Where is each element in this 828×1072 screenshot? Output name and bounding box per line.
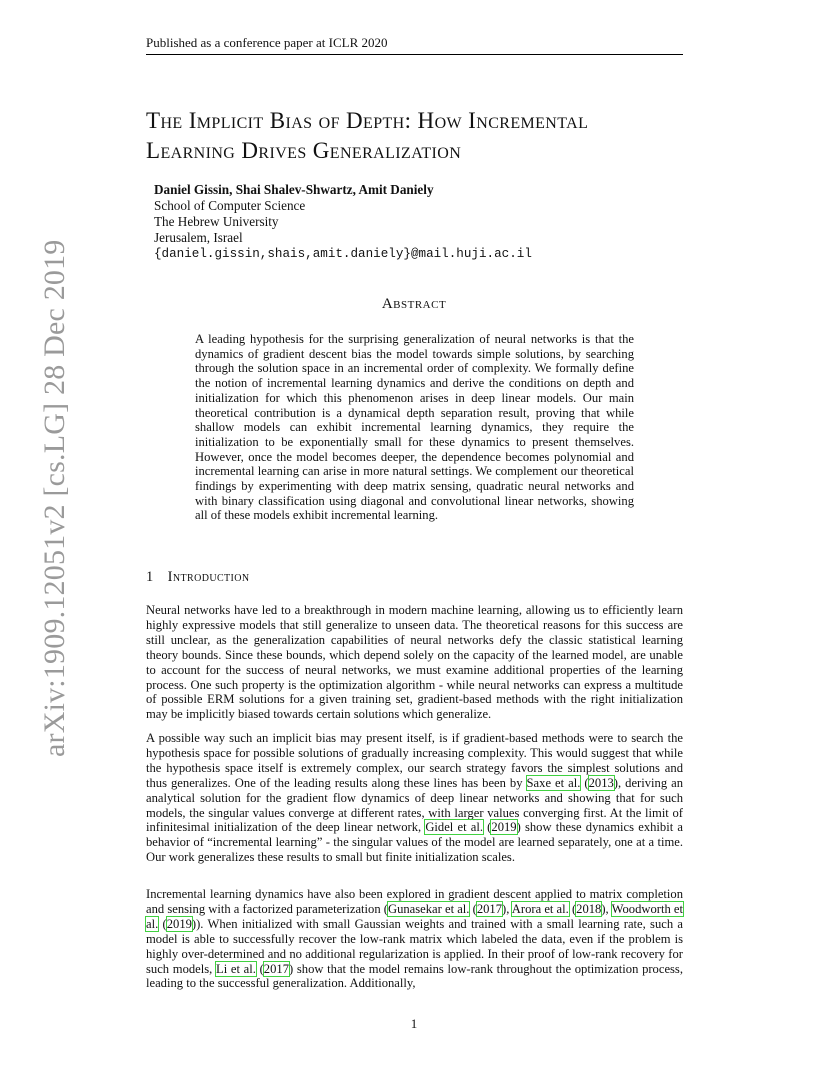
citation-link[interactable]: Woodworth et al. [146, 901, 683, 931]
paragraph-text: ) show that the model remains low-rank throughout the optimization process, leading to the successful generalization. Additionally, [146, 961, 683, 991]
paragraph-text: ), [502, 901, 512, 916]
citation-link[interactable]: Gidel et al. [425, 820, 483, 835]
paragraph-text: ), deriving an analytical solution for the gradient flow dynamics of deep linear networks and showing that for such models, the singular values converge at different rates, with larger values converging first. At the limit of infinitesimal initialization of the deep linear network, [146, 775, 684, 835]
paper-title-line-1: The Implicit Bias of Depth: How Incremental [146, 108, 589, 133]
intro-paragraph-1: Neural networks have led to a breakthrough in modern machine learning, allowing us to efficiently learn highly expressive models that still generalize to unseen data. The theoretical reasons for this success are still unclear, as the generalization capabilities of neural networks defy the classic statistical learning theory bounds. Since these bounds, which depend solely on the capacity of the learned model, are unable to account for the success of neural networks, we must examine additional properties of the learning process. One such property is the optimization algorithm - while neural networks can express a multitude of possible ERM solutions for a given training set, gradient-based methods with the right initialization may be implicitly biased towards certain solutions which generalize. [146, 603, 683, 722]
section-number: 1 [146, 569, 154, 585]
abstract-text: A leading hypothesis for the surprising generalization of neural networks is that the dynamics of gradient descent bias the model towards simple solutions, by searching through the solution space in an incremental order of complexity. We formally define the notion of incremental learning dynamics and derive the conditions on depth and initialization for which this phenomenon arises in deep linear models. Our main theoretical contribution is a dynamical depth separation result, proving that while shallow models can exhibit incremental learning dynamics, they require the initialization to be exponentially small for these dynamics to present themselves. However, once the model becomes deeper, the dependence becomes polynomial and incremental learning can arise in more natural settings. We complement our theoretical findings by experimenting with deep matrix sensing, quadratic neural networks and with binary classification using diagonal and convolutional linear networks, showing all of these models exhibit incremental learning. [195, 332, 634, 523]
citation-link[interactable]: 2019 [491, 820, 517, 835]
paragraph-text: ) show these dynamics exhibit a behavior of “incremental learning” - the singular values of the model are learned separately, one at a time. Our work generalizes these results to small but finite initialization scales. [146, 820, 683, 865]
author-email: {daniel.gissin,shais,amit.daniely}@mail.huji.ac.il [154, 247, 532, 261]
paragraph-text: ( [483, 820, 492, 835]
page-number: 1 [410, 1016, 418, 1031]
intro-paragraph-3 [146, 887, 683, 991]
paragraph-text: ( [580, 775, 589, 790]
section-title: Introduction [167, 569, 250, 585]
author-location: Jerusalem, Israel [154, 230, 243, 245]
author-affiliation-school: School of Computer Science [154, 198, 306, 213]
paragraph-text: ( [469, 901, 477, 916]
arxiv-side-stamp: arXiv:1909.12051v2 [cs.LG] 28 Dec 2019 [38, 239, 71, 757]
paragraph-text: Incremental learning dynamics have also been explored in gradient descent applied to matrix completion and sensing with a factorized parameterization ( [146, 887, 683, 916]
running-header: Published as a conference paper at ICLR 2020 [146, 35, 388, 50]
paragraph-text: ( [568, 901, 577, 916]
paragraph-text: ), [601, 901, 612, 916]
citation-link[interactable]: 2018 [576, 901, 602, 916]
author-affiliation-university: The Hebrew University [154, 214, 279, 229]
paper-title-line-2: Learning Drives Generalization [146, 138, 462, 163]
section-heading-introduction [146, 569, 250, 586]
citation-link[interactable]: Saxe et al. [526, 775, 581, 790]
citation-link[interactable]: Gunasekar et al. [387, 901, 470, 916]
citation-link[interactable]: Li et al. [216, 961, 256, 976]
author-names: Daniel Gissin, Shai Shalev-Shwartz, Amit Daniely [154, 182, 434, 197]
intro-paragraph-2 [146, 731, 683, 865]
paragraph-text: ( [255, 961, 264, 976]
citation-link[interactable]: 2017 [263, 961, 289, 976]
author-block [154, 182, 532, 262]
paper-title [146, 106, 706, 166]
citation-link[interactable]: 2019 [166, 916, 192, 931]
paragraph-text: A possible way such an implicit bias may present itself, is if gradient-based methods were to search the hypothesis space for possible solutions of gradually increasing complexity. This would suggest that while the hypothesis space itself is extremely complex, our search strategy favors the simplest solutions and thus generalizes. One of the leading results along these lines has been by [146, 731, 683, 790]
abstract-heading: Abstract [381, 296, 447, 312]
paragraph-text: )). When initialized with small Gaussian weights and trained with a small learning rate, such a model is able to successfully recover the low-rank matrix which labeled the data, even if the problem is highly over-determined and no additional regularization is applied. In their proof of low-rank recovery for such models, [146, 916, 683, 976]
citation-link[interactable]: Arora et al. [511, 901, 569, 916]
header-rule [146, 54, 683, 55]
paragraph-text: ( [158, 916, 167, 931]
citation-link[interactable]: 2013 [588, 775, 614, 790]
citation-link[interactable]: 2017 [476, 901, 502, 916]
